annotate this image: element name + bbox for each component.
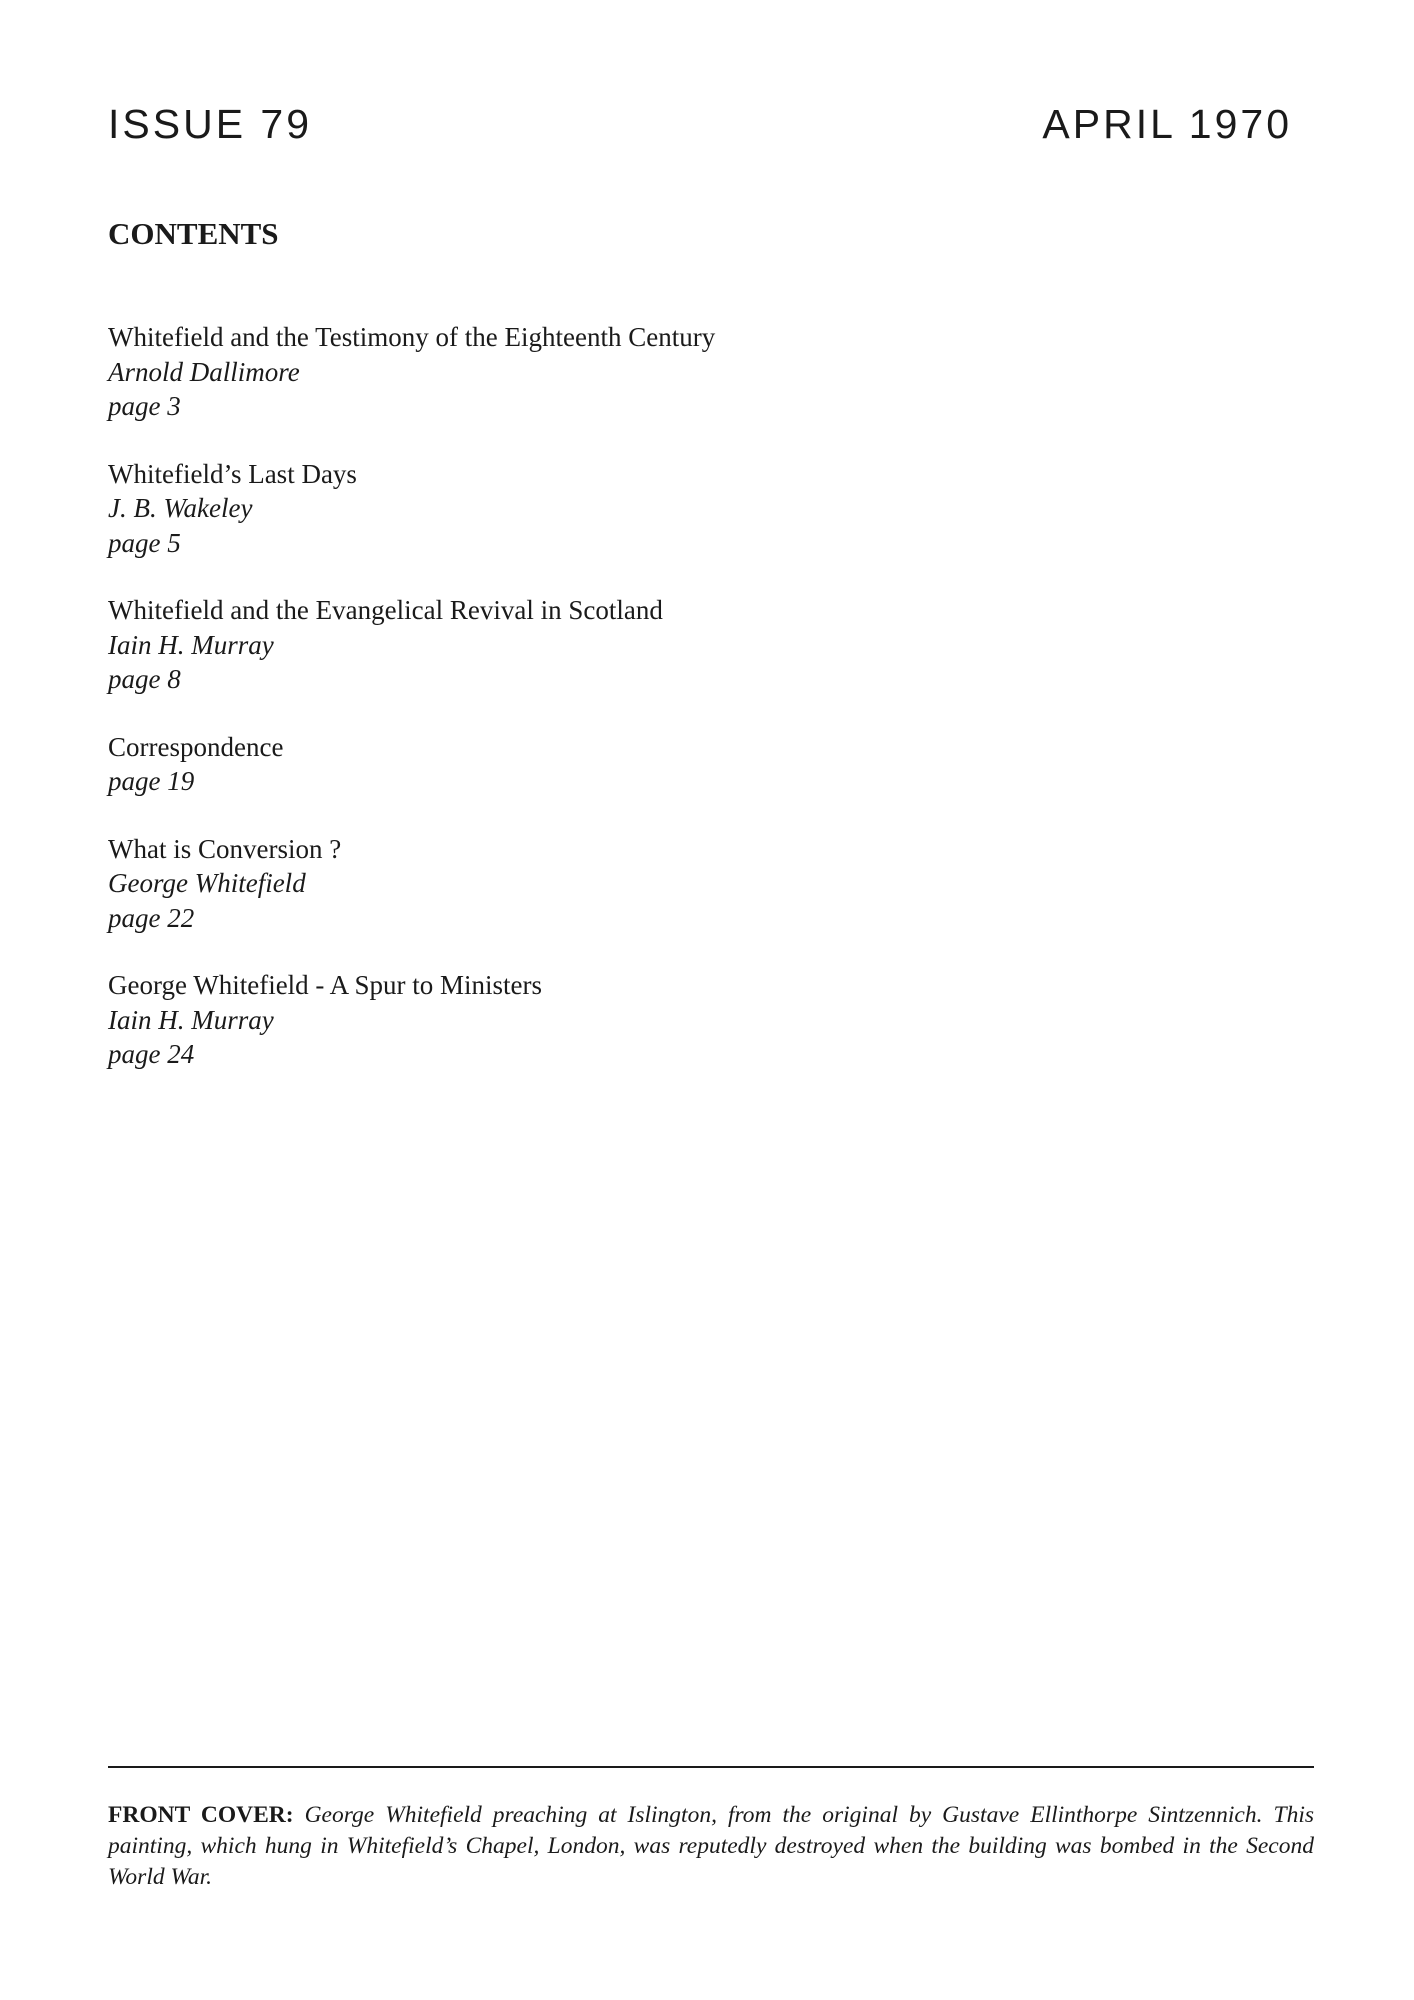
toc-entry-title: Correspondence	[108, 731, 284, 762]
toc-entry-author: Iain H. Murray	[108, 629, 274, 660]
table-of-contents	[108, 320, 1008, 1105]
page-header	[108, 98, 1292, 150]
toc-entry-page: page 22	[108, 902, 195, 933]
front-cover-text: George Whitefield preaching at Islington, from the original by Gustave Ellinthorpe Sintzennich. This painting, which hung in Whitefield’s Chapel, London, was reputedly destroyed when the building was bombed in the Second World War.	[108, 1802, 1315, 1890]
toc-entry-page: page 8	[108, 664, 181, 694]
toc-entry	[108, 832, 1008, 936]
toc-entry	[108, 320, 1008, 424]
front-cover-label: FRONT COVER:	[108, 1802, 294, 1828]
toc-entry-page: page 3	[108, 391, 181, 421]
toc-entry	[108, 968, 1008, 1072]
toc-entry-title: What is Conversion ?	[108, 833, 342, 864]
toc-entry-page: page 24	[108, 1039, 195, 1069]
toc-entry	[108, 457, 1008, 561]
front-cover-note	[108, 1800, 1314, 1893]
toc-entry-author: J. B. Wakeley	[108, 493, 253, 523]
toc-entry-author: Iain H. Murray	[108, 1004, 274, 1035]
issue-number: ISSUE 79	[108, 101, 313, 147]
toc-entry-author: Arnold Dallimore	[108, 356, 300, 387]
toc-entry-title: Whitefield and the Testimony of the Eighteenth Century	[108, 322, 716, 352]
toc-entry-page: page 19	[108, 766, 195, 796]
toc-entry-title: Whitefield and the Evangelical Revival in Scotland	[108, 595, 663, 625]
toc-entry-title: George Whitefield - A Spur to Ministers	[108, 970, 542, 1000]
toc-entry	[108, 730, 1008, 799]
toc-entry	[108, 593, 1008, 697]
issue-date: APRIL 1970	[1042, 101, 1292, 147]
toc-entry-title: Whitefield’s Last Days	[108, 458, 357, 489]
toc-entry-author: George Whitefield	[108, 868, 306, 898]
divider-rule	[108, 1766, 1314, 1768]
toc-entry-page: page 5	[108, 527, 181, 558]
contents-heading: CONTENTS	[108, 216, 279, 251]
